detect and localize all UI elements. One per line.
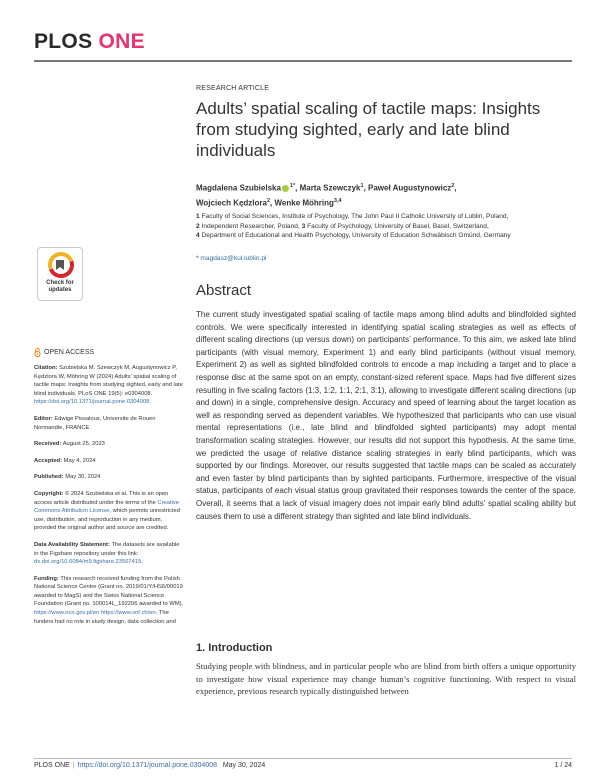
funding-block: Funding: This research received funding from the Polish National Science Centre (Grant no. 2019/01/Y/HS6/00019 awarded to MagS) and the Swiss National Science Foundation (Grant no. 100014L_192206 awarded to WM), https://www.ncn.gov.pl/en https://www.snf.ch/en. The funders had no role in study design, data collection and	[34, 575, 184, 625]
author-name[interactable]: Paweł Augustynowicz	[368, 183, 452, 193]
check-updates-icon	[48, 252, 74, 278]
author-list: Magdalena Szubielska $^{1*}$, Marta Szewczyk$^1$, Paweł Augustynowicz$^2$, Wojciech Kędzlora$^2$, Wenke Möhring$^{3,4}$	[196, 183, 457, 208]
data-availability-block: Data Availability Statement: The datasets are available in the Figshare repository under this link: dx.doi.org/10.6084/m9.figshare.23567415.	[34, 541, 180, 566]
author-name[interactable]: Marta Szewczyk	[299, 183, 361, 193]
affiliation-text: Faculty of Social Sciences, Institute of Psychology, The John Paul II Catholic University of Lublin, Poland,	[201, 213, 509, 220]
check-for-updates-button[interactable]	[37, 247, 83, 301]
article-title: Adults’ spatial scaling of tactile maps: Insights from studying sighted, early and late blind individuals	[196, 99, 541, 160]
corresponding-email: * magdasz@kul.lublin.pl	[196, 255, 267, 262]
journal-logo	[34, 30, 145, 54]
abstract-text: The current study investigated spatial scaling of tactile maps among blind adults and blindfolded sighted controls. We were specifically interested in identifying spatial scaling strategies as well as effects of different scaling directions (up versus down) on participants’ performance. To this aim, we asked late blind participants (with visual memory, Experiment 1) and early blind participants (without visual memory, Experiment 2) as well as sighted blindfolded controls to encode a map including a target and to place a response disc at the same spot on an empty, constant-sized referent space. Maps had five different sizes resulting in five scaling factors (1:3, 1:2, 1:1, 2:1, 3:1), allowing to investigate different scaling directions (up and down) in a single, comprehensive design. Accuracy and speed of learning about the target location as well as responding served as dependent variables. We hypothesized that participants who can use visual mental representations (i.e., late blind and blindfolded sighted participants) may adopt mental transformation scaling strategies. However, our results did not support this hypothesis. At the same time, we predicted the usage of relative distance scaling strategies in early blind participants, which was supported by our findings. Moreover, our results suggested that tactile maps can be scaled as accurately and even faster by blind participants than by sighted participants. Furthermore, irrespective of the visual status, participants of each visual status group gravitated their responses towards the center of the space. Overall, it seems that a lack of visual imagery does not impair early blind adults’ spatial scaling ability but causes them to use a different strategy than sighted and late blind individuals.	[196, 310, 576, 521]
article-type: RESEARCH ARTICLE	[196, 85, 270, 92]
affiliations: 1 Faculty of Social Sciences, Institute of Psychology, The John Paul II Catholic University of Lublin, Poland, 2 Independent Researcher, Poland, 3 Faculty of Psychology, University of Basel, Basel, Switzerland, 4 Department of Educational and Health Psychology, University of Education Schwäbisch Gmünd, Germany	[196, 213, 511, 240]
page-footer: PLOS ONE | https://doi.org/10.1371/journal.pone.0304008 May 30, 2024	[34, 762, 266, 769]
accepted-date: Accepted: May 4, 2024	[34, 457, 96, 464]
affiliation-text: Department of Educational and Health Psychology, University of Education Schwäbisch Gmünd, Germany	[201, 232, 511, 240]
affiliation-text: Independent Researcher, Poland,	[201, 222, 300, 230]
author-affil-number: 3,4	[333, 197, 342, 204]
intro-heading: 1. Introduction	[196, 642, 273, 654]
received-date: Received: August 25, 2023	[34, 441, 105, 448]
footer-divider	[34, 758, 572, 759]
open-lock-icon	[34, 348, 41, 357]
citation-block: Citation: Szubielska M, Szewczyk M, Augustynowicz P, Kędzlora W, Möhring W (2024) Adults’ spatial scaling of tactile maps: Insights from studying sighted, early and late blind individuals. PLoS ONE 19(5): e0304008. https://doi.org/10.1371/journal.pone.0304008	[34, 365, 183, 406]
article-metadata-sidebar	[34, 364, 184, 634]
published-date: Published: May 30, 2024	[34, 474, 101, 481]
author-affil-number: 2	[266, 197, 271, 204]
abstract-heading: Abstract	[196, 282, 252, 299]
footer-journal: PLOS ONE	[34, 762, 70, 769]
author-affil-number: 1	[289, 183, 293, 189]
page-number: 1 / 24	[554, 762, 572, 769]
license-link[interactable]: Creative Commons Attribution License	[34, 499, 180, 515]
open-access-badge	[34, 348, 94, 357]
logo-one: ONE	[98, 30, 145, 53]
footer-date: May 30, 2024	[222, 762, 266, 769]
author-affil-number: 1	[360, 183, 364, 189]
funding-link-ncn[interactable]: https://www.ncn.gov.pl/en	[34, 610, 100, 617]
author-name[interactable]: Wenke Möhring	[274, 198, 334, 208]
email-link[interactable]: magdasz@kul.lublin.pl	[200, 255, 267, 262]
citation-doi-link[interactable]: https://doi.org/10.1371/journal.pone.0304008	[34, 399, 150, 406]
data-link[interactable]: dx.doi.org/10.6084/m9.figshare.23567415.	[34, 559, 143, 566]
funding-link-snf[interactable]: https://www.snf.ch/en	[100, 610, 156, 617]
author-name[interactable]: Magdalena Szubielska	[196, 183, 281, 193]
logo-plos: PLOS	[34, 30, 93, 53]
corresponding-star: *	[292, 183, 296, 189]
author-name[interactable]: Wojciech Kędzlora	[196, 198, 267, 208]
editor-block: Editor: Edwige Pissaloux, Universite de Rouen Normandie, FRANCE	[34, 415, 156, 431]
intro-text: Studying people with blindness, and in particular people who are blind from birth offers a unique opportunity to investigate how visual experience may change human’s cognitive functioning. With respect to visual experience, previous research typically distinguished between	[196, 661, 576, 697]
check-updates-label: Check for updates	[46, 280, 74, 293]
author-affil-number: 2	[451, 183, 455, 189]
footer-doi-link[interactable]: https://doi.org/10.1371/journal.pone.0304008	[77, 762, 217, 769]
copyright-block: Copyright: © 2024 Szubielska et al. This is an open access article distributed under the terms of the Creative Commons Attribution License, which permits unrestricted use, distribution, and reproduction in any medium, provided the original author and source are credited.	[34, 490, 180, 532]
affiliation-text: Faculty of Psychology, University of Basel, Basel, Switzerland,	[307, 222, 489, 230]
header-divider	[34, 60, 572, 62]
open-access-label: OPEN ACCESS	[44, 349, 95, 356]
orcid-icon[interactable]	[282, 185, 289, 192]
